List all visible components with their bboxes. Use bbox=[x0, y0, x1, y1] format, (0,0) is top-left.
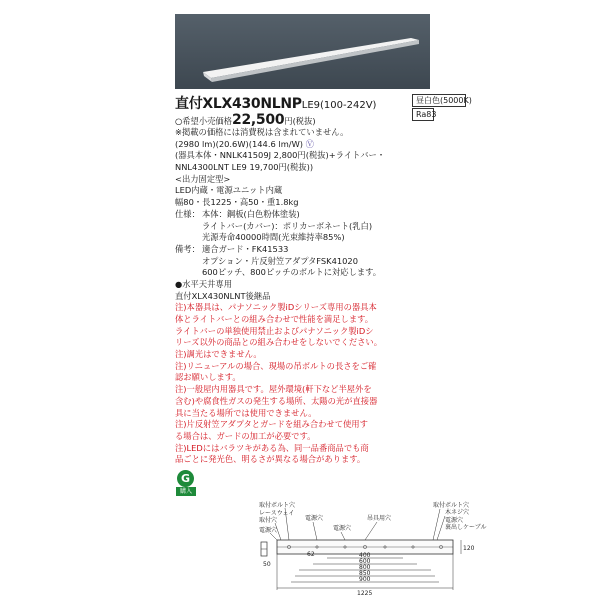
spec-line-1 bbox=[175, 209, 595, 221]
label-power-hole-mid1: 電源穴 bbox=[305, 515, 324, 522]
dim-1225: 1225 bbox=[357, 590, 373, 597]
green-mark-label: 購入 bbox=[176, 487, 196, 496]
note-line: 認お願いします。 bbox=[175, 372, 241, 383]
green-purchase-icon bbox=[176, 470, 196, 496]
remark-value-1: 適合ガード・FK41533 bbox=[202, 243, 289, 254]
note-line: 注)調光はできません。 bbox=[175, 349, 262, 360]
label-raceway: レースウェイ bbox=[259, 510, 295, 517]
note-line: 含む)や腐食性ガスの発生する場所、太陽の光が直接器 bbox=[175, 395, 378, 406]
remark-line-1 bbox=[175, 244, 595, 256]
spec-line-2: ライトバー(カバー)：ポリカーボネート(乳白) bbox=[202, 220, 373, 231]
dim-50: 50 bbox=[263, 561, 271, 568]
product-code-suffix: LE9 bbox=[301, 100, 321, 111]
price-unit: 円(税抜) bbox=[284, 116, 316, 126]
label-hanger-hole: 吊具用穴 bbox=[367, 515, 392, 522]
dim-900: 900 bbox=[359, 576, 371, 583]
note-line: 注)一般屋内用器具です。屋外環境(軒下など半屋外を bbox=[175, 384, 372, 395]
spec-value-1: 本体：鋼板(白色粉体塗装) bbox=[202, 208, 300, 219]
spec-text-block bbox=[175, 113, 595, 466]
unit-line: LED内蔵・電源ユニット内蔵 bbox=[175, 185, 283, 196]
label-power-hole-left: 電源穴 bbox=[259, 527, 278, 534]
product-photo bbox=[175, 14, 430, 89]
note-line: 品ごとに発光色、明るさが異なる場合があります。 bbox=[175, 454, 366, 465]
note-line: 注)LEDにはバラツキがある為、同一品番商品でも商 bbox=[175, 442, 369, 453]
dimension-diagram bbox=[255, 500, 595, 600]
remark-line-3: 600ピッチ、800ピッチのボルトに対応します。 bbox=[202, 267, 382, 278]
lumen-line bbox=[175, 139, 595, 151]
spec-label: 仕様： bbox=[175, 208, 200, 219]
note-line: 注)リニューアルの場合、現場の吊ボルトの長さをご確 bbox=[175, 360, 377, 371]
dim-600: 600 bbox=[359, 558, 371, 565]
label-bolt-hole-right: 取付ボルト穴 bbox=[433, 502, 470, 509]
note-line: る場合は、ガードの加工が必要です。 bbox=[175, 430, 316, 441]
parts-line-2: NNL4300LNT LE9 19,700円(税抜)) bbox=[175, 162, 314, 173]
ceiling-note: ●水平天井専用 bbox=[175, 278, 233, 289]
note-line: ライトバーの単独使用禁止およびパナソニック製iDシ bbox=[175, 325, 374, 336]
label-power-hole-mid2: 電源穴 bbox=[333, 525, 352, 532]
note-line: 注)片反射笠アダプタとガードを組み合わせて使用す bbox=[175, 419, 368, 430]
dim-800: 800 bbox=[359, 564, 371, 571]
color-temp-badge: 昼白色(5000K) bbox=[412, 94, 466, 107]
label-power-hole-right: 電源穴 bbox=[445, 517, 464, 524]
ra-badge: Ra83 bbox=[412, 108, 434, 121]
note-line: 具に当たる場所では使用できません。 bbox=[175, 407, 317, 418]
price-label: ○希望小売価格 bbox=[175, 116, 233, 126]
product-voltage: (100-242V) bbox=[320, 100, 377, 111]
v-mark-icon: Ⓥ bbox=[305, 138, 314, 149]
spec-line-3: 光源寿命40000時間(光束維持率85%) bbox=[202, 232, 345, 243]
parts-line-1: (器具本体・NNLK41509J 2,800円(税抜)+ライトバー・ bbox=[175, 150, 386, 161]
label-raceway-hole: 取付穴 bbox=[259, 517, 278, 524]
label-back-cable: 裏出しケーブル bbox=[445, 524, 487, 531]
note-line: 注)本器具は、パナソニック製iDシリーズ専用の器具本 bbox=[175, 302, 377, 313]
mount-type: <出力固定型> bbox=[175, 173, 231, 184]
product-code: 直付XLX430NLNP bbox=[175, 96, 302, 112]
label-screw-hole: 木ネジ穴 bbox=[445, 509, 470, 516]
remark-label: 備考： bbox=[175, 243, 200, 254]
lumen-text: (2980 lm)(20.6W)(144.6 lm/W) bbox=[175, 138, 304, 149]
product-title bbox=[175, 93, 376, 113]
dim-120: 120 bbox=[463, 545, 475, 552]
dim-400: 400 bbox=[359, 552, 371, 559]
size-line: 幅80・長1225・高50・重1.8kg bbox=[175, 197, 299, 208]
label-bolt-hole-left: 取付ボルト穴 bbox=[259, 502, 296, 509]
price-line bbox=[175, 113, 595, 127]
price-value: 22,500 bbox=[232, 112, 285, 128]
green-mark-letter: G bbox=[177, 470, 194, 487]
tax-note: ※掲載の価格には消費税は含まれていません。 bbox=[175, 127, 349, 137]
dim-62: 62 bbox=[307, 551, 315, 558]
note-line: 体とライトバーとの組み合わせで性能を満足します。 bbox=[175, 314, 374, 324]
note-line: リーズ以外の商品との組み合わせをしないでください。 bbox=[175, 337, 383, 348]
dim-850: 850 bbox=[359, 570, 371, 577]
product-title-row bbox=[175, 93, 595, 119]
successor-note: 直付XLX430NLNT後継品 bbox=[175, 290, 271, 301]
remark-line-2: オプション・片反射笠アダプタFSK41020 bbox=[202, 255, 358, 266]
